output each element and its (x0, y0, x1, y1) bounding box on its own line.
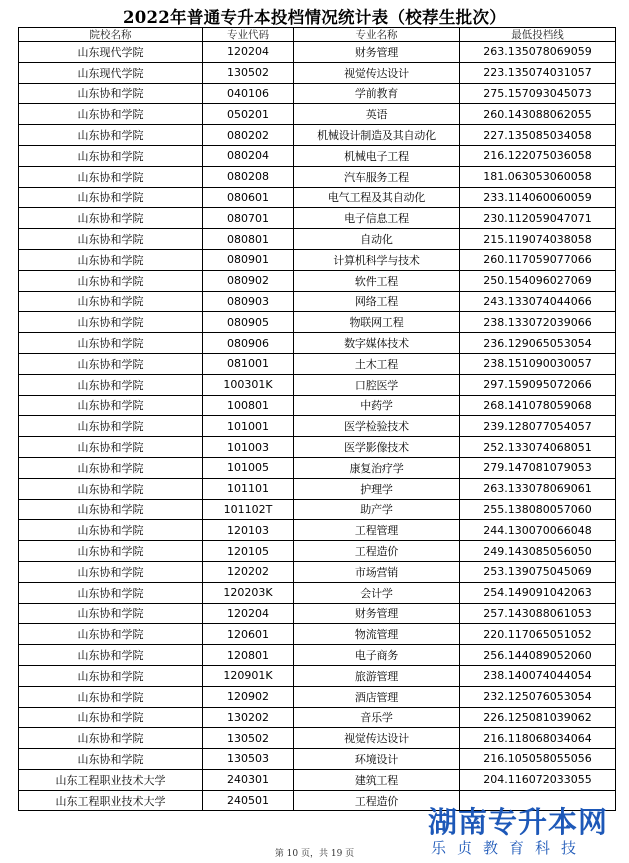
table-row (19, 541, 616, 562)
major-cell: 中药学 (294, 395, 460, 416)
major-cell: 助产学 (294, 499, 460, 520)
major-cell: 工程造价 (294, 790, 460, 811)
score-cell: 279.147081079053 (460, 457, 616, 478)
score-cell: 263.133078069061 (460, 478, 616, 499)
table-row (19, 478, 616, 499)
score-cell: 244.130070066048 (460, 520, 616, 541)
school-cell: 山东协和学院 (19, 520, 203, 541)
code-cell: 080903 (203, 291, 294, 312)
major-cell: 网络工程 (294, 291, 460, 312)
score-cell: 204.116072033055 (460, 769, 616, 790)
score-cell: 275.157093045073 (460, 83, 616, 104)
code-cell: 080901 (203, 249, 294, 270)
score-cell: 297.159095072066 (460, 374, 616, 395)
code-cell: 101101 (203, 478, 294, 499)
school-cell: 山东协和学院 (19, 125, 203, 146)
table-row (19, 520, 616, 541)
code-cell: 080905 (203, 312, 294, 333)
major-cell: 医学检验技术 (294, 416, 460, 437)
score-cell: 216.118068034064 (460, 728, 616, 749)
table-row (19, 187, 616, 208)
major-cell: 软件工程 (294, 270, 460, 291)
code-cell: 101102T (203, 499, 294, 520)
score-cell: 223.135074031057 (460, 62, 616, 83)
school-cell: 山东现代学院 (19, 62, 203, 83)
code-cell: 080204 (203, 145, 294, 166)
code-cell: 120202 (203, 561, 294, 582)
school-cell: 山东协和学院 (19, 83, 203, 104)
score-cell: 252.133074068051 (460, 437, 616, 458)
score-cell: 238.151090030057 (460, 353, 616, 374)
table-row (19, 395, 616, 416)
major-cell: 机械电子工程 (294, 145, 460, 166)
major-cell: 土木工程 (294, 353, 460, 374)
major-cell: 电子信息工程 (294, 208, 460, 229)
score-cell: 233.114060060059 (460, 187, 616, 208)
school-cell: 山东协和学院 (19, 208, 203, 229)
score-cell: 220.117065051052 (460, 624, 616, 645)
major-cell: 物联网工程 (294, 312, 460, 333)
major-cell: 物流管理 (294, 624, 460, 645)
school-cell: 山东协和学院 (19, 104, 203, 125)
code-cell: 120901K (203, 665, 294, 686)
code-cell: 100801 (203, 395, 294, 416)
school-cell: 山东协和学院 (19, 437, 203, 458)
score-cell: 260.117059077066 (460, 249, 616, 270)
table-row (19, 603, 616, 624)
major-cell: 康复治疗学 (294, 457, 460, 478)
code-cell: 120203K (203, 582, 294, 603)
table-row (19, 166, 616, 187)
score-cell: 181.063053060058 (460, 166, 616, 187)
table-row (19, 499, 616, 520)
col-header-school: 院校名称 (19, 28, 203, 42)
table-row (19, 83, 616, 104)
table-row (19, 707, 616, 728)
school-cell: 山东协和学院 (19, 457, 203, 478)
major-cell: 计算机科学与技术 (294, 249, 460, 270)
table-row (19, 145, 616, 166)
col-header-name: 专业名称 (294, 28, 460, 42)
table-row (19, 229, 616, 250)
code-cell: 120902 (203, 686, 294, 707)
major-cell: 工程造价 (294, 541, 460, 562)
school-cell: 山东协和学院 (19, 624, 203, 645)
score-cell: 227.135085034058 (460, 125, 616, 146)
major-cell: 护理学 (294, 478, 460, 499)
code-cell: 130503 (203, 749, 294, 770)
school-cell: 山东协和学院 (19, 499, 203, 520)
major-cell: 口腔医学 (294, 374, 460, 395)
school-cell: 山东协和学院 (19, 249, 203, 270)
school-cell: 山东协和学院 (19, 749, 203, 770)
code-cell: 101005 (203, 457, 294, 478)
admission-table (18, 27, 616, 811)
major-cell: 环境设计 (294, 749, 460, 770)
page-footer: 第 10 页，共 19 页 (274, 849, 355, 859)
code-cell: 080906 (203, 333, 294, 354)
school-cell: 山东工程职业技术大学 (19, 790, 203, 811)
code-cell: 101001 (203, 416, 294, 437)
score-cell: 260.143088062055 (460, 104, 616, 125)
table-row (19, 374, 616, 395)
major-cell: 建筑工程 (294, 769, 460, 790)
table-row (19, 249, 616, 270)
major-cell: 会计学 (294, 582, 460, 603)
school-cell: 山东协和学院 (19, 333, 203, 354)
major-cell: 汽车服务工程 (294, 166, 460, 187)
score-cell: 253.139075045069 (460, 561, 616, 582)
score-cell: 255.138080057060 (460, 499, 616, 520)
table-row (19, 333, 616, 354)
major-cell: 财务管理 (294, 603, 460, 624)
code-cell: 080601 (203, 187, 294, 208)
score-cell: 250.154096027069 (460, 270, 616, 291)
code-cell: 120601 (203, 624, 294, 645)
col-header-code: 专业代码 (203, 28, 294, 42)
col-header-score: 最低投档线 (460, 28, 616, 42)
score-cell: 238.140074044054 (460, 665, 616, 686)
school-cell: 山东协和学院 (19, 395, 203, 416)
table-row (19, 270, 616, 291)
table-row (19, 686, 616, 707)
major-cell: 电子商务 (294, 645, 460, 666)
table-row (19, 624, 616, 645)
school-cell: 山东协和学院 (19, 187, 203, 208)
table-row (19, 104, 616, 125)
major-cell: 学前教育 (294, 83, 460, 104)
code-cell: 120204 (203, 603, 294, 624)
school-cell: 山东协和学院 (19, 728, 203, 749)
score-cell: 215.119074038058 (460, 229, 616, 250)
school-cell: 山东协和学院 (19, 665, 203, 686)
table-row (19, 42, 616, 63)
table-row (19, 291, 616, 312)
table-body (19, 42, 616, 811)
school-cell: 山东协和学院 (19, 645, 203, 666)
code-cell: 080202 (203, 125, 294, 146)
code-cell: 120801 (203, 645, 294, 666)
school-cell: 山东协和学院 (19, 145, 203, 166)
code-cell: 080902 (203, 270, 294, 291)
school-cell: 山东协和学院 (19, 478, 203, 499)
school-cell: 山东协和学院 (19, 374, 203, 395)
score-cell: 263.135078069059 (460, 42, 616, 63)
school-cell: 山东协和学院 (19, 291, 203, 312)
table-row (19, 769, 616, 790)
score-cell: 249.143085056050 (460, 541, 616, 562)
major-cell: 英语 (294, 104, 460, 125)
score-cell: 236.129065053054 (460, 333, 616, 354)
school-cell: 山东协和学院 (19, 541, 203, 562)
school-cell: 山东协和学院 (19, 603, 203, 624)
watermark-logo (428, 806, 624, 863)
school-cell: 山东协和学院 (19, 686, 203, 707)
table-row (19, 353, 616, 374)
code-cell: 120105 (203, 541, 294, 562)
code-cell: 120204 (203, 42, 294, 63)
school-cell: 山东协和学院 (19, 582, 203, 603)
table-row (19, 749, 616, 770)
school-cell: 山东协和学院 (19, 270, 203, 291)
major-cell: 市场营销 (294, 561, 460, 582)
major-cell: 音乐学 (294, 707, 460, 728)
school-cell: 山东协和学院 (19, 166, 203, 187)
code-cell: 101003 (203, 437, 294, 458)
major-cell: 工程管理 (294, 520, 460, 541)
score-cell: 230.112059047071 (460, 208, 616, 229)
code-cell: 080701 (203, 208, 294, 229)
major-cell: 酒店管理 (294, 686, 460, 707)
score-cell: 268.141078059068 (460, 395, 616, 416)
code-cell: 100301K (203, 374, 294, 395)
code-cell: 050201 (203, 104, 294, 125)
table-row (19, 665, 616, 686)
school-cell: 山东协和学院 (19, 229, 203, 250)
table-row (19, 312, 616, 333)
watermark-sub-text: 乐贞教育科技 (431, 839, 588, 857)
table-row (19, 645, 616, 666)
score-cell: 239.128077054057 (460, 416, 616, 437)
major-cell: 旅游管理 (294, 665, 460, 686)
code-cell: 120103 (203, 520, 294, 541)
school-cell: 山东现代学院 (19, 42, 203, 63)
code-cell: 040106 (203, 83, 294, 104)
score-cell: 238.133072039066 (460, 312, 616, 333)
code-cell: 080801 (203, 229, 294, 250)
major-cell: 数字媒体技术 (294, 333, 460, 354)
score-cell: 226.125081039062 (460, 707, 616, 728)
score-cell: 232.125076053054 (460, 686, 616, 707)
table-row (19, 437, 616, 458)
school-cell: 山东协和学院 (19, 312, 203, 333)
table-row (19, 208, 616, 229)
table-header-row (19, 28, 616, 42)
major-cell: 医学影像技术 (294, 437, 460, 458)
major-cell: 视觉传达设计 (294, 62, 460, 83)
major-cell: 财务管理 (294, 42, 460, 63)
major-cell: 视觉传达设计 (294, 728, 460, 749)
watermark-main-text: 湖南专升本网 (428, 805, 609, 839)
table-row (19, 125, 616, 146)
score-cell: 256.144089052060 (460, 645, 616, 666)
major-cell: 机械设计制造及其自动化 (294, 125, 460, 146)
table-row (19, 62, 616, 83)
score-cell: 243.133074044066 (460, 291, 616, 312)
school-cell: 山东协和学院 (19, 416, 203, 437)
table-row (19, 728, 616, 749)
page-title: 2022年普通专升本投档情况统计表（校荐生批次） (122, 8, 507, 27)
code-cell: 130502 (203, 728, 294, 749)
table-row (19, 457, 616, 478)
code-cell: 130502 (203, 62, 294, 83)
school-cell: 山东协和学院 (19, 707, 203, 728)
code-cell: 081001 (203, 353, 294, 374)
table-row (19, 582, 616, 603)
school-cell: 山东工程职业技术大学 (19, 769, 203, 790)
code-cell: 130202 (203, 707, 294, 728)
school-cell: 山东协和学院 (19, 561, 203, 582)
school-cell: 山东协和学院 (19, 353, 203, 374)
code-cell: 080208 (203, 166, 294, 187)
table-row (19, 561, 616, 582)
score-cell: 257.143088061053 (460, 603, 616, 624)
score-cell: 254.149091042063 (460, 582, 616, 603)
major-cell: 自动化 (294, 229, 460, 250)
code-cell: 240301 (203, 769, 294, 790)
code-cell: 240501 (203, 790, 294, 811)
score-cell: 216.105058055056 (460, 749, 616, 770)
table-row (19, 416, 616, 437)
major-cell: 电气工程及其自动化 (294, 187, 460, 208)
score-cell: 216.122075036058 (460, 145, 616, 166)
